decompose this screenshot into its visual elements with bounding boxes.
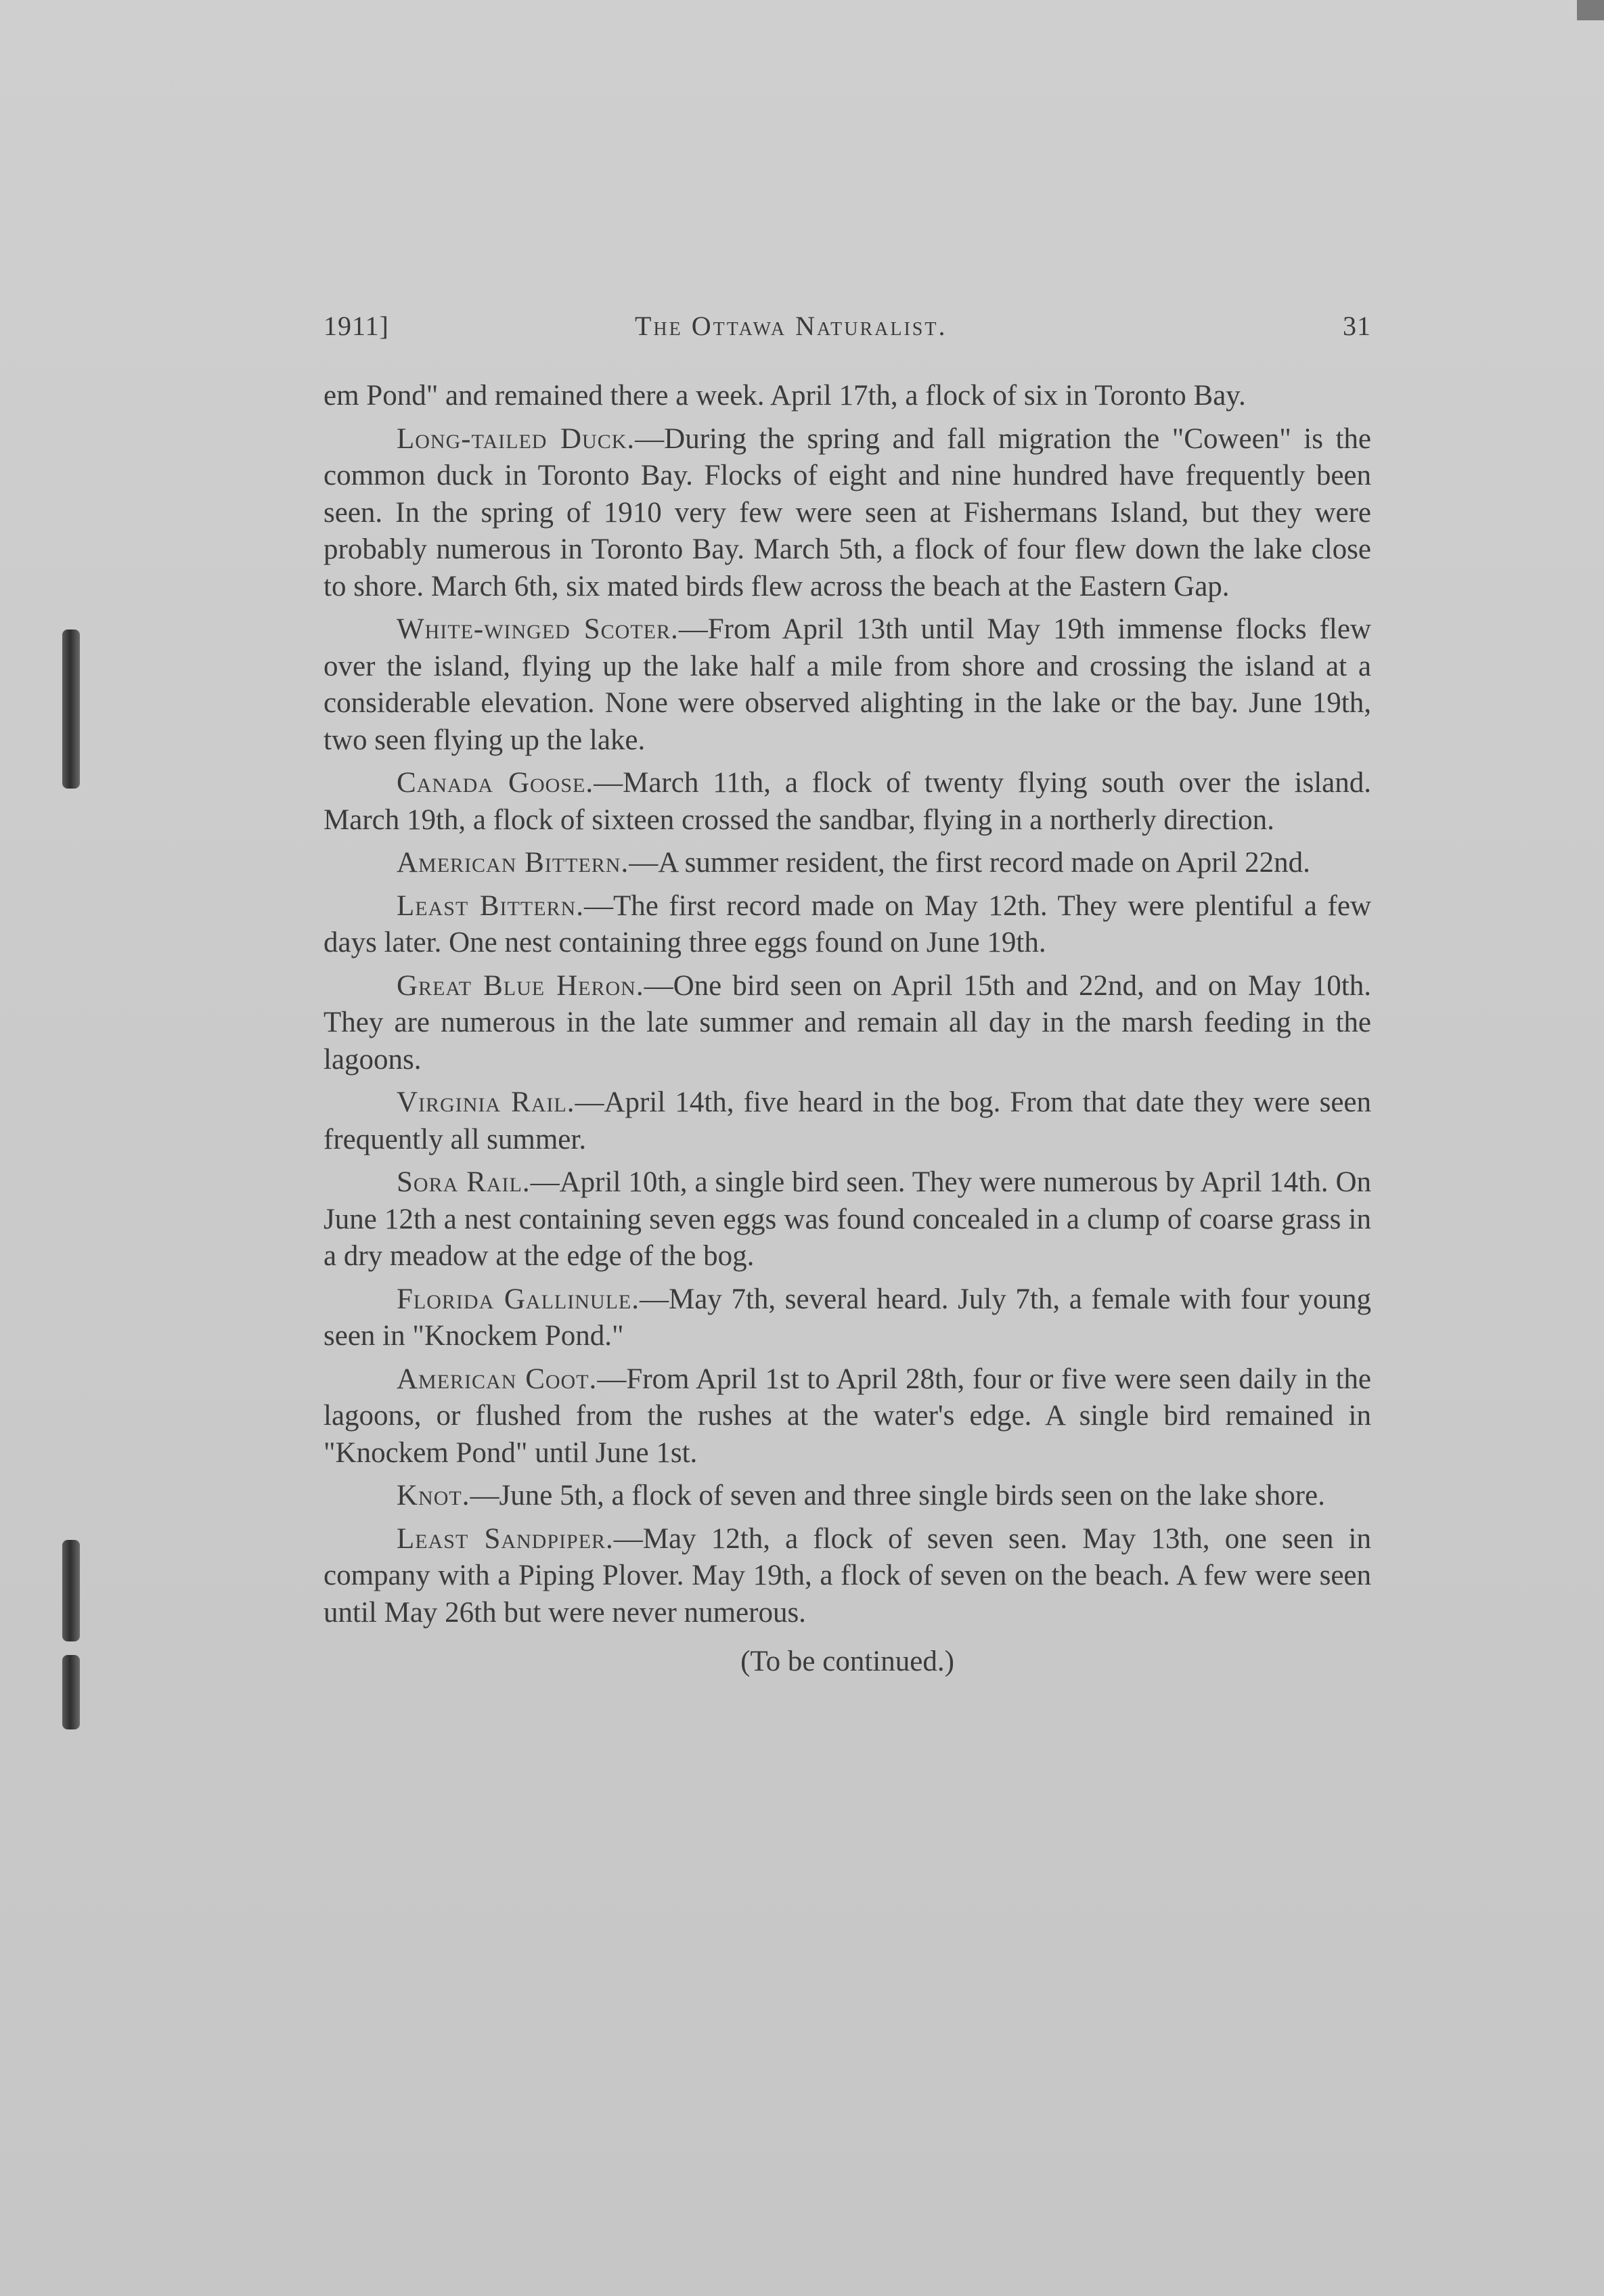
- species-entry: [324, 1281, 1371, 1355]
- species-name: Great Blue Heron.: [397, 969, 644, 1002]
- header-year: 1911]: [324, 311, 389, 341]
- species-entry: [324, 1164, 1371, 1275]
- species-name: Least Sandpiper.: [397, 1522, 614, 1555]
- species-entry: [324, 1084, 1371, 1158]
- species-text: —May 12th, a flock of seven seen. May 13th, one seen in company with a Piping Plover. May 19th, a flock of seven on the beach. A few were seen until May 26th but were never numerous.: [324, 1522, 1371, 1629]
- species-entry: [324, 765, 1371, 839]
- species-entry: [324, 888, 1371, 962]
- species-entry: [324, 611, 1371, 759]
- species-name: Sora Rail.: [397, 1166, 531, 1198]
- species-entry: [324, 421, 1371, 606]
- species-text: —April 10th, a single bird seen. They were numerous by April 14th. On June 12th a nest containing seven eggs was found concealed in a clump of coarse grass in a dry meadow at the edge of the bog.: [324, 1166, 1372, 1272]
- species-name: Canada Goose.: [397, 767, 594, 799]
- species-name: Knot.: [397, 1480, 470, 1511]
- species-name: American Bittern.: [397, 847, 629, 879]
- species-text: —A summer resident, the first record made on April 22nd.: [629, 847, 1310, 879]
- species-text: —From April 13th until May 19th immense flocks flew over the island, flying up the lake half a mile from shore and crossing the island at a considerable elevation. None were observed alighting in the lake or the bay. June 19th, two seen flying up the lake.: [324, 613, 1371, 756]
- species-text: —During the spring and fall migration the "Coween" is the common duck in Toronto Bay. Flocks of eight and nine hundred have frequently been seen. In the spring of 1910 very few were seen at Fishermans Island, but they were probably numerous in Toronto Bay. March 5th, a flock of four flew down the lake close to shore. March 6th, six mated birds flew across the beach at the Eastern Gap.: [324, 422, 1371, 602]
- species-name: Long-tailed Duck.: [397, 422, 636, 455]
- binding-mark: [62, 1655, 80, 1729]
- species-name: American Coot.: [397, 1363, 598, 1395]
- species-text: —From April 1st to April 28th, four or five were seen daily in the lagoons, or flushed from the rushes at the water's edge. A single bird remained in "Knockem Pond" until June 1st.: [324, 1363, 1371, 1469]
- species-name: White-winged Scoter.: [397, 613, 679, 645]
- journal-title: The Ottawa Naturalist.: [635, 311, 948, 341]
- species-name: Least Bittern.: [397, 889, 584, 922]
- binding-mark: [62, 630, 80, 789]
- species-name: Virginia Rail.: [397, 1086, 575, 1118]
- page-number: 31: [1343, 311, 1371, 341]
- species-entry: [324, 1521, 1371, 1632]
- paragraph-text: em Pond" and remained there a week. April 17th, a flock of six in Toronto Bay.: [324, 380, 1246, 412]
- species-entry: [324, 1478, 1371, 1515]
- species-name: Florida Gallinule.: [397, 1283, 640, 1315]
- species-text: —One bird seen on April 15th and 22nd, and on May 10th. They are numerous in the late summer and remain all day in the marsh feeding in the lagoons.: [324, 969, 1371, 1076]
- species-text: —May 7th, several heard. July 7th, a female with four young seen in "Knockem Pond.": [324, 1283, 1372, 1352]
- species-text: —March 11th, a flock of twenty flying south over the island. March 19th, a flock of sixteen crossed the sandbar, flying in a northerly direction.: [324, 767, 1371, 836]
- continued-note: (To be continued.): [740, 1646, 954, 1677]
- paragraph: [324, 378, 1371, 415]
- species-entry: [324, 968, 1371, 1079]
- species-text: —June 5th, a flock of seven and three single birds seen on the lake shore.: [470, 1480, 1325, 1511]
- article-body: [324, 378, 1371, 1687]
- binding-mark: [62, 1540, 80, 1641]
- scan-corner-shadow: [1577, 0, 1604, 20]
- species-entry: [324, 1361, 1371, 1472]
- species-text: —April 14th, five heard in the bog. From that date they were seen frequently all summer.: [324, 1086, 1371, 1155]
- species-text: —The first record made on May 12th. They were plentiful a few days later. One nest containing three eggs found on June 19th.: [324, 889, 1371, 958]
- species-entry: [324, 845, 1371, 882]
- running-header: [324, 310, 1371, 357]
